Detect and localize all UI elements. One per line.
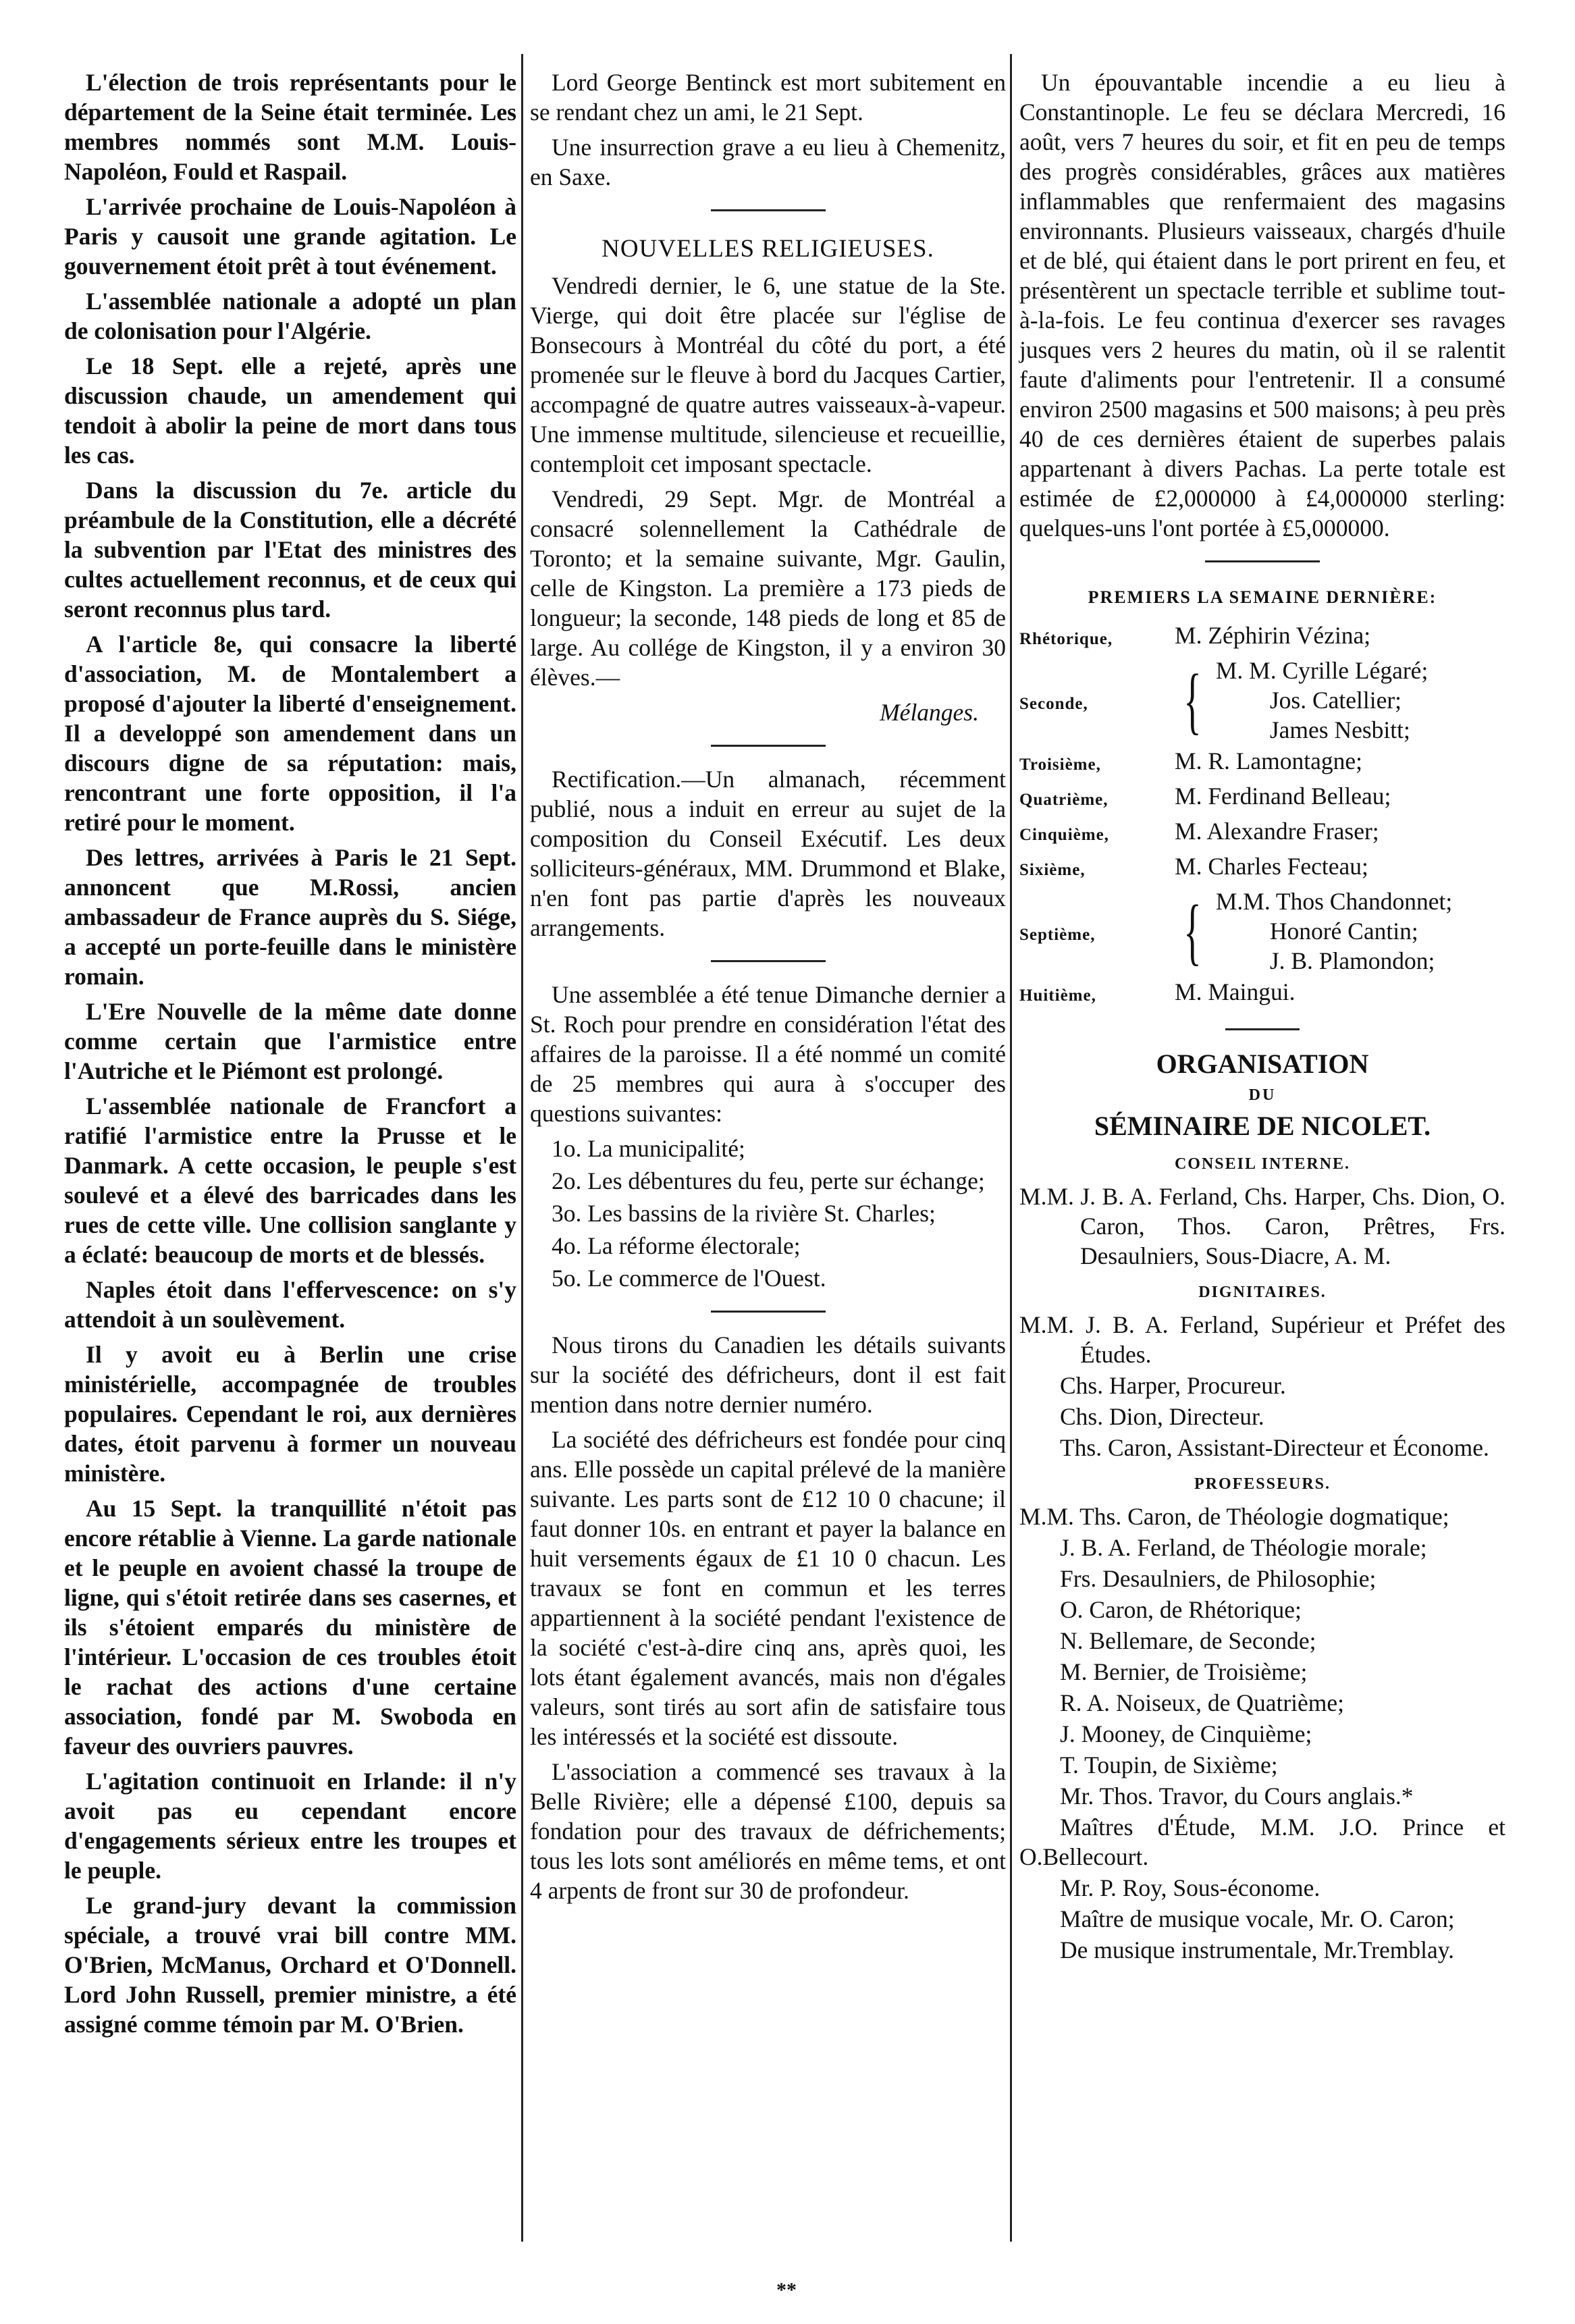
paragraph: Une insurrection grave a eu lieu à Chemenitz, en Saxe. — [530, 134, 1006, 190]
rank-name: M.M. Thos Chandonnet; — [1215, 888, 1453, 915]
rank-row — [1019, 887, 1505, 976]
paragraph: L'agitation continuoit en Irlande: il n'y avoit pas eu cependant encore d'engagements sérieux entre les troupes et le peuple. — [64, 1768, 516, 1884]
page-footer-mark: ** — [776, 2279, 797, 2301]
rank-name: M. R. Lamontagne; — [1175, 747, 1363, 774]
paragraph: Lord George Bentinck est mort subitement en se rendant chez un ami, le 21 Sept. — [530, 69, 1006, 126]
list-item: 5o. Le commerce de l'Ouest. — [552, 1265, 826, 1292]
dignitaire-entry: Chs. Harper, Procureur. — [1060, 1372, 1286, 1399]
rank-name: M. Charles Fecteau; — [1175, 853, 1368, 880]
paragraph: Au 15 Sept. la tranquillité n'étoit pas encore rétablie à Vienne. La garde nationale et le peuple en avoient chassé la troupe de ligne, qui s'étoit retirée dans ses casernes, et ils s'étoient emparés du ministère de l'intérieur. L'occasion de ces troubles étoit le rachat des actions d'une certaine association, fondé par M. Swoboda en faveur des ouvriers pauvres. — [64, 1495, 516, 1760]
rank-name: M. M. Cyrille Légaré; — [1215, 657, 1429, 684]
brace-glyph: { — [1183, 890, 1202, 972]
rank-name: James Nesbitt; — [1269, 716, 1410, 743]
section-label-dignitaires: DIGNITAIRES. — [1198, 1284, 1327, 1301]
rank-name: M. Zéphirin Vézina; — [1175, 622, 1371, 649]
separator-rule — [711, 1311, 826, 1313]
rank-name: M. Ferdinand Belleau; — [1175, 783, 1391, 810]
rank-row — [1019, 620, 1505, 654]
section-label-conseil: CONSEIL INTERNE. — [1174, 1155, 1351, 1173]
rank-row — [1019, 746, 1505, 780]
section-label-professeurs: PROFESSEURS. — [1194, 1475, 1331, 1493]
rank-label: Troisième, — [1019, 756, 1101, 774]
paragraph: L'association a commencé ses travaux à la Belle Rivière; elle a dépensé £100, depuis sa fondation pour des travaux de défrichements; tous les lots sont améliorés en même tems, et ont 4 arpents de front sur 30 de profondeur. — [530, 1758, 1006, 1904]
professeur-entry: Maître de musique vocale, Mr. O. Caron; — [1060, 1905, 1455, 1932]
paragraph: L'Ere Nouvelle de la même date donne comme certain que l'armistice entre l'Autriche et le Piémont est prolongé. — [64, 998, 516, 1084]
rank-label: Quatrième, — [1019, 791, 1109, 809]
rank-label: Sixième, — [1019, 861, 1086, 879]
professeur-entry: Maîtres d'Étude, M.M. J.O. Prince et O.Bellecourt. — [1019, 1814, 1505, 1870]
rank-name: Jos. Catellier; — [1269, 687, 1402, 714]
rank-row — [1019, 816, 1505, 850]
list-item: 4o. La réforme électorale; — [552, 1232, 801, 1259]
paragraph-rectification: Rectification.—Un almanach, récemment publié, nous a induit en erreur au sujet de la composition du Conseil Exécutif. Les deux solliciteurs-généraux, MM. Drummond et Blake, n'en font pas partie d'après les nouveaux arrangements. — [530, 766, 1006, 941]
list-item: 2o. Les débentures du feu, perte sur échange; — [552, 1167, 985, 1194]
paragraph: Naples étoit dans l'effervescence: on s'y attendoit à un soulèvement. — [64, 1276, 516, 1333]
premiers-title: PREMIERS LA SEMAINE DERNIÈRE: — [1088, 587, 1437, 607]
brace-glyph: { — [1183, 659, 1202, 741]
rank-row — [1019, 781, 1505, 815]
separator-rule — [1225, 1028, 1300, 1030]
list-item: 3o. Les bassins de la rivière St. Charles; — [552, 1200, 936, 1227]
paragraph: Vendredi dernier, le 6, une statue de la Ste. Vierge, qui doit être placée sur l'église de Bonsecours à Montréal du côté du port, a été promenée sur le fleuve à bord du Jacques Cartier, accompagné de quatre autres vaisseaux-à-vapeur. Une immense multitude, silencieuse et recueillie, contemploit cet imposant spectacle. — [530, 272, 1006, 477]
paragraph: Des lettres, arrivées à Paris le 21 Sept. annoncent que M.Rossi, ancien ambassadeur de France auprès du S. Siége, a accepté un porte-feuille dans le ministère romain. — [64, 844, 516, 990]
paragraph: L'assemblée nationale de Francfort a ratifié l'armistice entre la Prusse et le Danmark. A cette occasion, le peuple s'est soulevé et a élevé des barricades dans les rues de cette ville. Une collision sanglante y a éclaté: beaucoup de morts et de blessés. — [64, 1092, 516, 1268]
professeur-entry: Mr. P. Roy, Sous-économe. — [1060, 1874, 1320, 1901]
separator-rule — [711, 745, 826, 747]
separator-rule — [711, 209, 826, 211]
column-seminary — [1019, 68, 1505, 1966]
column-rule — [1010, 54, 1012, 2242]
rank-label: Rhétorique, — [1019, 630, 1113, 648]
column-news-canada — [530, 68, 1006, 1911]
org-title: ORGANISATION — [1156, 1049, 1369, 1079]
rank-name: Honoré Cantin; — [1269, 918, 1418, 945]
rank-label: Huitième, — [1019, 986, 1096, 1005]
paragraph: Il y avoit eu à Berlin une crise ministérielle, accompagnée de troubles populaires. Cependant le roi, aux dernières dates, étoit parvenu à former un nouveau ministère. — [64, 1341, 516, 1487]
paragraph: Une assemblée a été tenue Dimanche dernier a St. Roch pour prendre en considération l'état des affaires de la paroisse. Il a été nommé un comité de 25 membres qui aura à s'occuper des questions suivantes: — [530, 981, 1006, 1127]
paragraph: A l'article 8e, qui consacre la liberté d'association, M. de Montalembert a proposé d'ajouter la liberté d'enseignement. Il a developpé son amendement dans un discours digne de sa réputation: mais, rencontrant une forte opposition, il l'a retiré pour le moment. — [64, 631, 516, 836]
paragraph: Nous tirons du Canadien les détails suivants sur la société des défricheurs, dont il est fait mention dans notre dernier numéro. — [530, 1331, 1006, 1418]
rank-row — [1019, 977, 1505, 1011]
paragraph: L'élection de trois représentants pour le département de la Seine était terminée. Les membres nommés sont M.M. Louis-Napoléon, Fould et Raspail. — [64, 69, 516, 185]
professeur-entry: De musique instrumentale, Mr.Tremblay. — [1060, 1936, 1455, 1963]
source-signature: Mélanges. — [880, 699, 979, 726]
paragraph: Le grand-jury devant la commission spéciale, a trouvé vrai bill contre MM. O'Brien, McManus, Orchard et O'Donnell. Lord John Russell, premier ministre, a été assigné comme témoin par M. O'Brien. — [64, 1892, 516, 2038]
dignitaire-entry: M.M. J. B. A. Ferland, Supérieur et Préfet des Études. — [1019, 1311, 1505, 1368]
rank-name: J. B. Plamondon; — [1269, 947, 1435, 974]
dignitaire-entry: Ths. Caron, Assistant-Directeur et Économe. — [1060, 1434, 1489, 1461]
org-name: SÉMINAIRE DE NICOLET. — [1094, 1111, 1431, 1141]
org-du: DU — [1248, 1086, 1277, 1104]
professeur-entry: N. Bellemare, de Seconde; — [1060, 1627, 1316, 1654]
separator-rule — [711, 960, 826, 962]
rank-row — [1019, 851, 1505, 885]
conseil-entry: M.M. J. B. A. Ferland, Chs. Harper, Chs. Dion, O. Caron, Thos. Caron, Prêtres, Frs. Desaulniers, Sous-Diacre, A. M. — [1019, 1183, 1505, 1269]
paragraph-fire: Un épouvantable incendie a eu lieu à Constantinople. Le feu se déclara Mercredi, 16 août, vers 7 heures du soir, et fit en peu de temps des progrès considérables, grâces aux matières inflammables que renfermaient des magasins environnants. Plusieurs vaisseaux, chargés d'huile et de blé, qui étaient dans le port prirent en feu, et présentèrent un spectacle terrible et sublime tout-à-la-fois. Le feu continua d'exercer ses ravages jusques vers 2 heures du matin, où il se ralentit faute d'aliments pour l'entretenir. Il a consumé environ 2500 magasins et 500 maisons; à peu près 40 de ces dernières étaient de superbes palais appartenant à divers Pachas. La perte totale est estimée de £2,000000 à £4,000000 sterling: quelques-uns l'ont portée à £5,000000. — [1019, 69, 1505, 542]
professeur-entry: O. Caron, de Rhétorique; — [1060, 1596, 1302, 1623]
list-item: 1o. La municipalité; — [552, 1135, 745, 1162]
paragraph: Dans la discussion du 7e. article du préambule de la Constitution, elle a décrété la subvention par l'Etat des ministres des cultes actuellement reconnus, et de ceux qui seront reconnus plus tard. — [64, 477, 516, 623]
paragraph: L'assemblée nationale a adopté un plan de colonisation pour l'Algérie. — [64, 288, 516, 344]
professeur-entry: R. A. Noiseux, de Quatrième; — [1060, 1689, 1344, 1716]
rank-label: Septième, — [1019, 926, 1096, 944]
professeur-entry: M. Bernier, de Troisième; — [1060, 1658, 1308, 1685]
section-heading-religious: NOUVELLES RELIGIEUSES. — [602, 235, 934, 263]
paragraph: Le 18 Sept. elle a rejeté, après une discussion chaude, un amendement qui tendoit à abolir la peine de mort dans tous les cas. — [64, 352, 516, 469]
rank-row — [1019, 656, 1505, 745]
separator-rule — [1205, 560, 1320, 562]
rank-label: Cinquième, — [1019, 826, 1109, 844]
professeur-entry: J. Mooney, de Cinquième; — [1060, 1720, 1312, 1747]
paragraph: La société des défricheurs est fondée pour cinq ans. Elle possède un capital prélevé de la manière suivante. Les parts sont de £12 10 0 chacune; il faut donner 10s. en entrant et payer la balance en huit versements égaux de £1 10 0 chacun. Les travaux se font en commun et les terres appartiennent à la société pendant l'existence de la société c'est-à-dire cinq ans, après quoi, les lots étant également avancés, mais non d'égales valeurs, sont tirés au sort afin de satisfaire tous les intéressés et la société est dissoute. — [530, 1426, 1006, 1750]
professeur-entry: Mr. Thos. Travor, du Cours anglais.* — [1060, 1782, 1414, 1810]
paragraph: L'arrivée prochaine de Louis-Napoléon à Paris y causoit une grande agitation. Le gouvernement étoit prêt à tout événement. — [64, 193, 516, 280]
rank-name: M. Alexandre Fraser; — [1175, 818, 1379, 845]
column-news-europe — [64, 68, 516, 2044]
professeur-entry: Frs. Desaulniers, de Philosophie; — [1060, 1565, 1377, 1592]
professeur-entry: M.M. Ths. Caron, de Théologie dogmatique; — [1019, 1503, 1449, 1530]
rank-label: Seconde, — [1019, 695, 1088, 713]
professeur-entry: J. B. A. Ferland, de Théologie morale; — [1060, 1534, 1427, 1561]
paragraph: Vendredi, 29 Sept. Mgr. de Montréal a consacré solennellement la Cathédrale de Toronto; et la semaine suivante, Mgr. Gaulin, celle de Kingston. La première a 173 pieds de longueur; la seconde, 148 pieds de long et 85 de large. Au collége de Kingston, il y a environ 30 élèves.— — [530, 485, 1006, 691]
column-rule — [521, 54, 523, 2242]
dignitaire-entry: Chs. Dion, Directeur. — [1060, 1403, 1264, 1430]
professeur-entry: T. Toupin, de Sixième; — [1060, 1751, 1278, 1778]
rank-name: M. Maingui. — [1175, 978, 1296, 1005]
